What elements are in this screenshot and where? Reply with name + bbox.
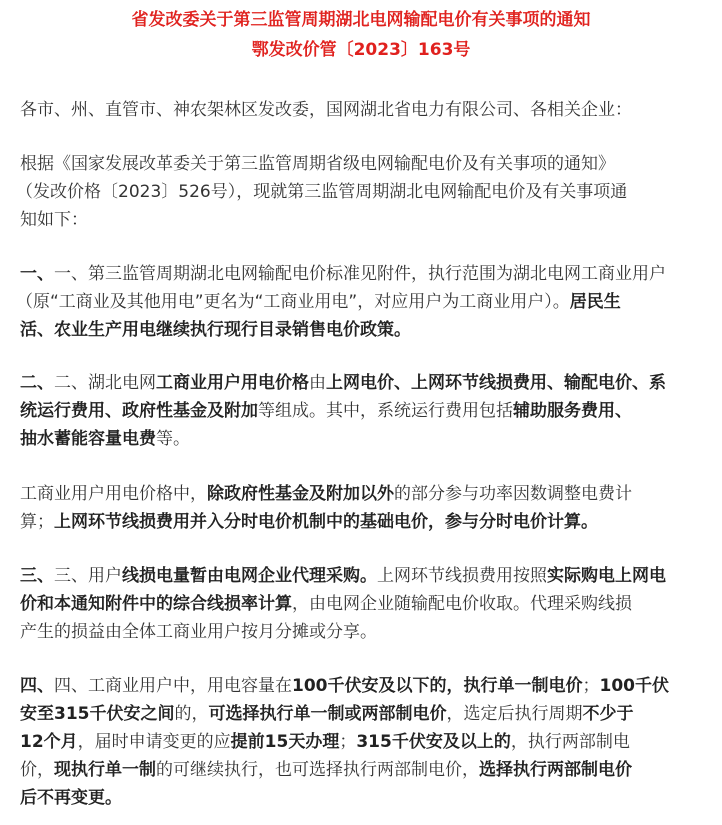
paragraph-3-text-1b: 除政府性基金及附加以外 [207,484,394,504]
section-2-text-3b: 等。 [156,429,190,449]
section-3-text-2b: ，由电网企业随输配电价收取。代理采购线损 [292,594,632,614]
section-2-text-2a: 统运行费用、政府性基金及附加 [20,401,258,421]
section-2-text-1c: 由 [309,373,326,393]
section-2-line-2 [20,401,632,421]
paragraph-3-line-2 [20,512,598,532]
intro-line-2: （发改价格〔2023〕526号），现就第三监管周期湖北电网输配电价及有关事项通 [16,182,628,202]
section-2-text-2c: 辅助服务费用、 [513,401,632,421]
section-4-text-4b: 现执行单一制 [54,760,156,780]
section-3-text-1c: 上网环节线损费用按照 [377,566,547,586]
section-4-line-3 [20,732,630,752]
section-3-text-1a: 三、用户 [54,566,122,586]
section-4-text-1d: 100千伏 [599,676,669,696]
section-1-line-2 [16,292,621,312]
section-4-text-2b: 的， [174,704,209,724]
section-3-line-2 [20,594,632,614]
section-4-text-4d: 选择执行两部制电价 [479,760,632,780]
section-3-text-1b: 线损电量暂由电网企业代理采购。 [122,566,377,586]
section-3-line-1 [20,566,666,586]
section-4-text-1a: 四、工商业用户中，用电容量在 [54,676,292,696]
document-title: 省发改委关于第三监管周期湖北电网输配电价有关事项的通知 [131,10,591,30]
section-1-text-2a: （原“工商业及其他用电”更名为“工商业用电”，对应用户为工商业用户）。 [16,292,570,312]
section-2-text-2b: 等组成。其中，系统运行费用包括 [258,401,513,421]
section-1-line-3: 活、农业生产用电继续执行现行目录销售电价政策。 [20,320,411,340]
intro-line-1: 根据《国家发展改革委关于第三监管周期省级电网输配电价及有关事项的通知》 [20,154,615,174]
section-4-text-2c: 可选择执行单一制或两部制电价 [208,704,447,724]
section-1-text-2b: 居民生 [569,292,621,312]
paragraph-3-text-2b: 上网环节线损费用并入分时电价机制中的基础电价，参与分时电价计算。 [54,512,598,532]
section-4-text-3c: 提前15天办理 [230,732,340,752]
section-3-marker: 三、 [20,566,54,586]
paragraph-3-text-1a: 工商业用户用电价格中， [20,484,207,504]
section-2-text-3a: 抽水蓄能容量电费 [20,429,156,449]
section-1-text: 一、第三监管周期湖北电网输配电价标准见附件，执行范围为湖北电网工商业用户 [54,264,666,284]
paragraph-3-text-2a: 算； [20,512,54,532]
section-4-text-3a: 12个月 [20,732,78,752]
section-4-text-2e: 不少于 [582,704,634,724]
section-4-text-4c: 的可继续执行，也可选择执行两部制电价， [156,760,479,780]
section-4-line-4 [20,760,632,780]
section-4-text-3f: ，执行两部制电 [510,732,630,752]
addressee-line: 各市、州、直管市、神农架林区发改委，国网湖北省电力有限公司、各相关企业： [20,100,632,120]
section-4-line-2 [20,704,634,724]
section-4-marker: 四、 [20,676,54,696]
section-1-marker: 一、 [20,264,54,284]
section-1-line-1 [20,264,666,284]
section-4-text-3b: ，届时申请变更的应 [77,732,231,752]
section-4-line-5: 后不再变更。 [20,788,122,808]
section-4-text-3e: 315千伏安及以上的 [356,732,511,752]
section-2-text-1d: 上网电价、上网环节线损费用、输配电价、系 [326,373,666,393]
document-number: 鄂发改价管〔2023〕163号 [251,40,471,60]
paragraph-3-text-1c: 的部分参与功率因数调整电费计 [394,484,632,504]
section-2-line-3 [20,429,190,449]
section-4-line-1 [20,676,669,696]
section-3-text-2a: 价和本通知附件中的综合线损率计算 [20,594,292,614]
section-2-marker: 二、 [20,373,54,393]
section-3-text-1d: 实际购电上网电 [547,566,666,586]
section-4-text-3d: ； [339,732,357,752]
section-4-text-2d: ，选定后执行周期 [446,704,583,724]
section-2-text-1b: 工商业用户用电价格 [156,373,309,393]
intro-line-3: 知如下： [20,210,88,230]
section-3-line-3: 产生的损益由全体工商业用户按月分摊或分享。 [20,622,377,642]
section-4-text-2a: 安至315千伏安之间 [20,704,175,724]
section-4-text-1b: 100千伏安及以下的，执行单一制电价 [292,676,583,696]
section-4-text-4a: 价， [20,760,54,780]
paragraph-3-line-1 [20,484,632,504]
section-2-text-1a: 二、湖北电网 [54,373,156,393]
section-4-text-1c: ； [582,676,600,696]
section-2-line-1 [20,373,666,393]
